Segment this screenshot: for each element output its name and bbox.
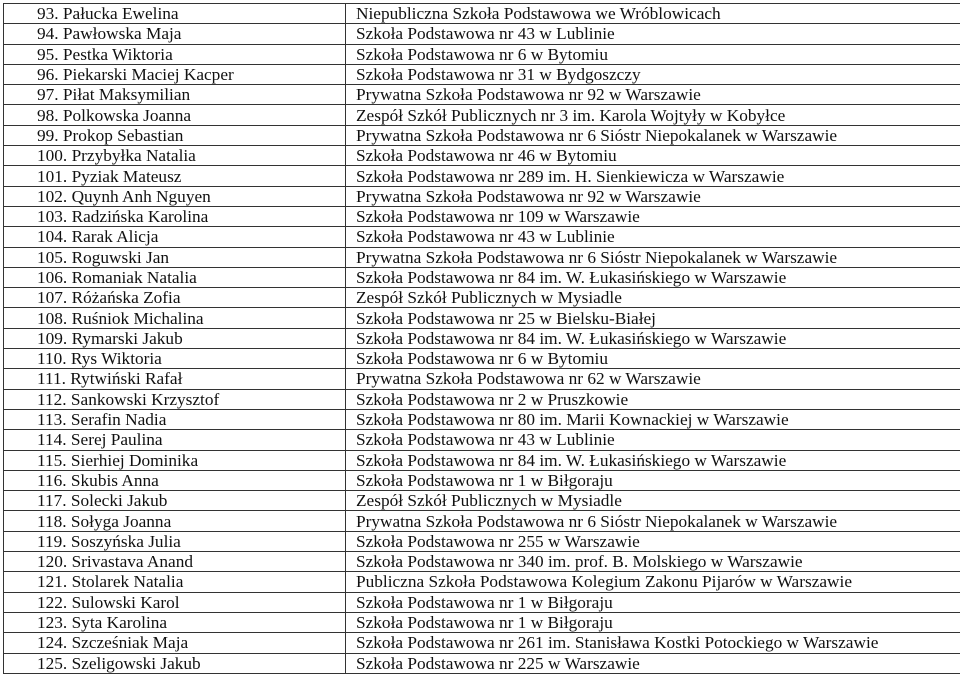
student-name-cell: 98. Polkowska Joanna	[4, 105, 346, 125]
table-row	[4, 430, 960, 450]
table-row	[4, 633, 960, 653]
student-name-cell: 122. Sulowski Karol	[4, 592, 346, 612]
student-name-cell: 99. Prokop Sebastian	[4, 125, 346, 145]
table-row	[4, 491, 960, 511]
school-cell: Szkoła Podstawowa nr 43 w Lublinie	[346, 227, 960, 247]
student-name-cell: 110. Rys Wiktoria	[4, 349, 346, 369]
school-cell: Szkoła Podstawowa nr 255 w Warszawie	[346, 531, 960, 551]
table-row	[4, 349, 960, 369]
table-row	[4, 44, 960, 64]
school-cell: Szkoła Podstawowa nr 25 w Bielsku-Białej	[346, 308, 960, 328]
student-name-cell: 120. Srivastava Anand	[4, 552, 346, 572]
school-cell: Szkoła Podstawowa nr 289 im. H. Sienkiewicza w Warszawie	[346, 166, 960, 186]
student-name-cell: 115. Sierhiej Dominika	[4, 450, 346, 470]
school-cell: Szkoła Podstawowa nr 2 w Pruszkowie	[346, 389, 960, 409]
table-row	[4, 369, 960, 389]
table-row	[4, 267, 960, 287]
school-cell: Szkoła Podstawowa nr 6 w Bytomiu	[346, 349, 960, 369]
table-row	[4, 166, 960, 186]
table-row	[4, 328, 960, 348]
school-cell: Szkoła Podstawowa nr 84 im. W. Łukasińskiego w Warszawie	[346, 328, 960, 348]
student-name-cell: 119. Soszyńska Julia	[4, 531, 346, 551]
student-name-cell: 113. Serafin Nadia	[4, 409, 346, 429]
student-name-cell: 105. Roguwski Jan	[4, 247, 346, 267]
student-name-cell: 95. Pestka Wiktoria	[4, 44, 346, 64]
table-row	[4, 389, 960, 409]
table-row	[4, 186, 960, 206]
school-cell: Szkoła Podstawowa nr 1 w Biłgoraju	[346, 470, 960, 490]
table-row	[4, 227, 960, 247]
school-cell: Szkoła Podstawowa nr 1 w Biłgoraju	[346, 612, 960, 632]
student-name-cell: 94. Pawłowska Maja	[4, 24, 346, 44]
student-name-cell: 123. Syta Karolina	[4, 612, 346, 632]
school-cell: Szkoła Podstawowa nr 109 w Warszawie	[346, 206, 960, 226]
school-cell: Szkoła Podstawowa nr 225 w Warszawie	[346, 653, 960, 673]
school-cell: Prywatna Szkoła Podstawowa nr 92 w Warszawie	[346, 85, 960, 105]
table-row	[4, 511, 960, 531]
school-cell: Szkoła Podstawowa nr 43 w Lublinie	[346, 24, 960, 44]
student-name-cell: 106. Romaniak Natalia	[4, 267, 346, 287]
school-cell: Prywatna Szkoła Podstawowa nr 6 Sióstr Niepokalanek w Warszawie	[346, 511, 960, 531]
school-cell: Zespół Szkół Publicznych nr 3 im. Karola Wojtyły w Kobyłce	[346, 105, 960, 125]
school-cell: Zespół Szkół Publicznych w Mysiadle	[346, 491, 960, 511]
student-name-cell: 112. Sankowski Krzysztof	[4, 389, 346, 409]
school-cell: Prywatna Szkoła Podstawowa nr 92 w Warszawie	[346, 186, 960, 206]
student-name-cell: 114. Serej Paulina	[4, 430, 346, 450]
table-body	[4, 4, 960, 674]
student-name-cell: 121. Stolarek Natalia	[4, 572, 346, 592]
student-name-cell: 111. Rytwiński Rafał	[4, 369, 346, 389]
school-cell: Prywatna Szkoła Podstawowa nr 6 Sióstr Niepokalanek w Warszawie	[346, 125, 960, 145]
student-name-cell: 104. Rarak Alicja	[4, 227, 346, 247]
school-cell: Zespół Szkół Publicznych w Mysiadle	[346, 288, 960, 308]
participants-table	[3, 3, 960, 674]
school-cell: Szkoła Podstawowa nr 340 im. prof. B. Molskiego w Warszawie	[346, 552, 960, 572]
table-row	[4, 653, 960, 673]
student-name-cell: 102. Quynh Anh Nguyen	[4, 186, 346, 206]
table-row	[4, 450, 960, 470]
table-row	[4, 146, 960, 166]
school-cell: Niepubliczna Szkoła Podstawowa we Wróblowicach	[346, 4, 960, 24]
student-name-cell: 101. Pyziak Mateusz	[4, 166, 346, 186]
school-cell: Szkoła Podstawowa nr 1 w Biłgoraju	[346, 592, 960, 612]
table-row	[4, 24, 960, 44]
school-cell: Szkoła Podstawowa nr 84 im. W. Łukasińskiego w Warszawie	[346, 450, 960, 470]
table-row	[4, 531, 960, 551]
school-cell: Szkoła Podstawowa nr 31 w Bydgoszczy	[346, 64, 960, 84]
school-cell: Prywatna Szkoła Podstawowa nr 62 w Warszawie	[346, 369, 960, 389]
student-name-cell: 108. Ruśniok Michalina	[4, 308, 346, 328]
table-row	[4, 4, 960, 24]
school-cell: Szkoła Podstawowa nr 80 im. Marii Kownackiej w Warszawie	[346, 409, 960, 429]
student-name-cell: 100. Przybyłka Natalia	[4, 146, 346, 166]
table-row	[4, 64, 960, 84]
table-row	[4, 572, 960, 592]
school-cell: Publiczna Szkoła Podstawowa Kolegium Zakonu Pijarów w Warszawie	[346, 572, 960, 592]
table-row	[4, 125, 960, 145]
table-row	[4, 552, 960, 572]
student-name-cell: 118. Sołyga Joanna	[4, 511, 346, 531]
school-cell: Szkoła Podstawowa nr 43 w Lublinie	[346, 430, 960, 450]
student-name-cell: 97. Piłat Maksymilian	[4, 85, 346, 105]
student-name-cell: 107. Różańska Zofia	[4, 288, 346, 308]
school-cell: Szkoła Podstawowa nr 46 w Bytomiu	[346, 146, 960, 166]
student-name-cell: 109. Rymarski Jakub	[4, 328, 346, 348]
school-cell: Szkoła Podstawowa nr 261 im. Stanisława Kostki Potockiego w Warszawie	[346, 633, 960, 653]
table-row	[4, 308, 960, 328]
student-name-cell: 124. Szcześniak Maja	[4, 633, 346, 653]
table-row	[4, 592, 960, 612]
school-cell: Prywatna Szkoła Podstawowa nr 6 Sióstr Niepokalanek w Warszawie	[346, 247, 960, 267]
table-row	[4, 288, 960, 308]
table-row	[4, 105, 960, 125]
table-row	[4, 206, 960, 226]
table-row	[4, 85, 960, 105]
school-cell: Szkoła Podstawowa nr 84 im. W. Łukasińskiego w Warszawie	[346, 267, 960, 287]
table-row	[4, 612, 960, 632]
student-name-cell: 103. Radzińska Karolina	[4, 206, 346, 226]
student-name-cell: 93. Pałucka Ewelina	[4, 4, 346, 24]
student-name-cell: 125. Szeligowski Jakub	[4, 653, 346, 673]
student-name-cell: 96. Piekarski Maciej Kacper	[4, 64, 346, 84]
table-row	[4, 247, 960, 267]
table-row	[4, 470, 960, 490]
student-name-cell: 116. Skubis Anna	[4, 470, 346, 490]
school-cell: Szkoła Podstawowa nr 6 w Bytomiu	[346, 44, 960, 64]
student-name-cell: 117. Solecki Jakub	[4, 491, 346, 511]
table-row	[4, 409, 960, 429]
